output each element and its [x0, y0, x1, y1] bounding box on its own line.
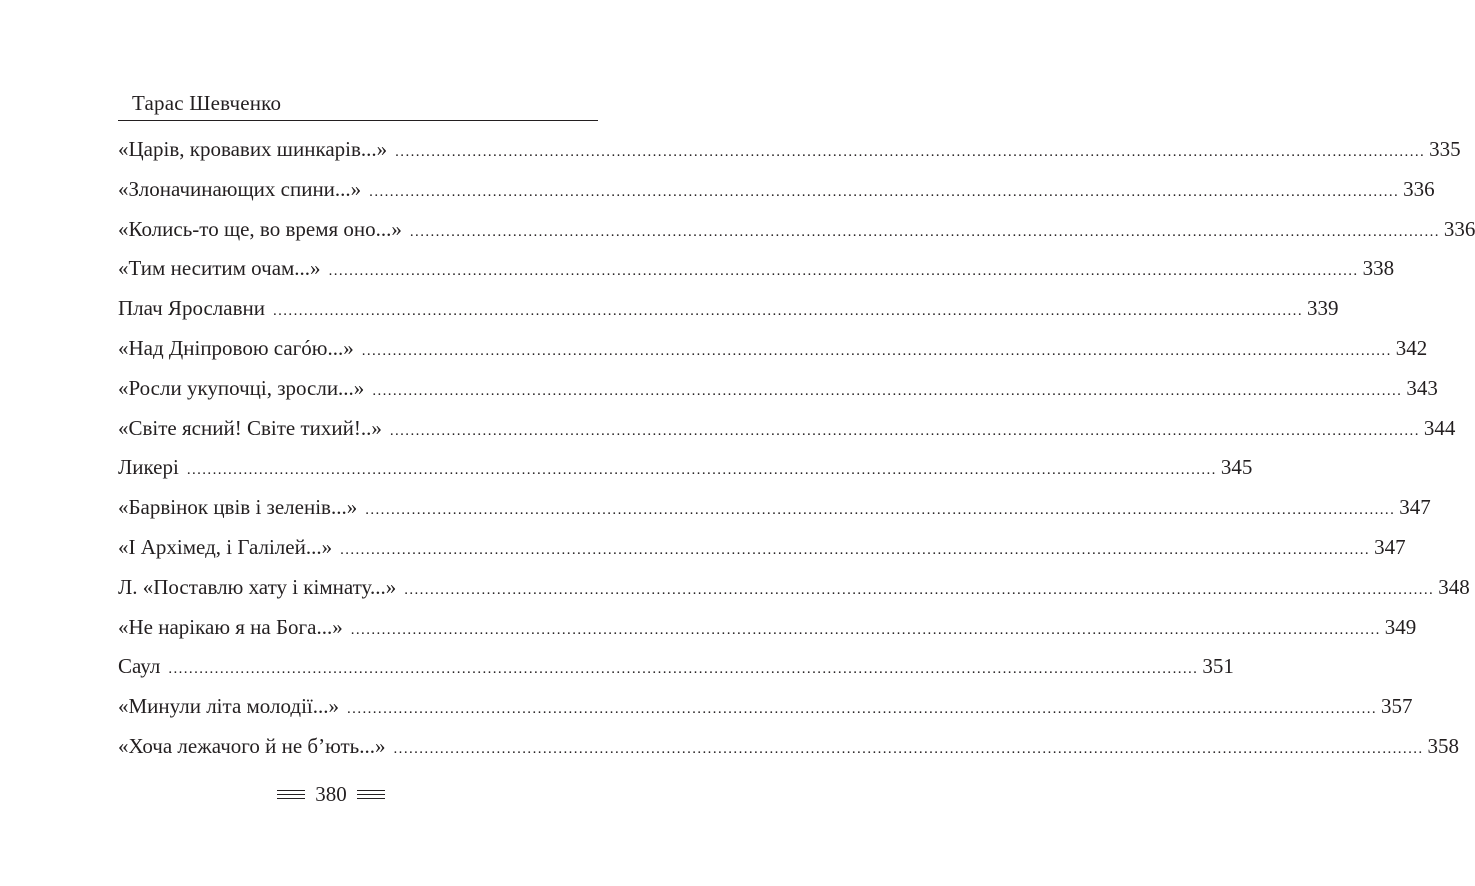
toc-entry-title: «Минули літа молодії...» — [118, 694, 340, 719]
toc-entry-page: 342 — [1395, 335, 1428, 360]
dot-leader: ........................................................................................................................................................................................................ — [350, 621, 1381, 638]
dot-leader: ........................................................................................................................................................................................................ — [340, 541, 1371, 558]
toc-entry — [118, 375, 1438, 416]
toc-entry-page: 358 — [1427, 733, 1460, 758]
page-footer — [0, 784, 662, 805]
dot-leader: ........................................................................................................................................................................................................ — [389, 422, 1420, 439]
toc-entry-title: «Злоначинающих спини...» — [118, 176, 362, 201]
toc-entry — [118, 694, 1413, 734]
toc-entry-title: «Хоча лежачого й не б’ють...» — [118, 733, 386, 758]
toc-entry-title: «Барвінок цвів і зеленів...» — [118, 495, 358, 520]
toc-entry-title: «Царів, кровавих шинкарів...» — [118, 137, 388, 161]
dot-leader: ........................................................................................................................................................................................................ — [404, 581, 1435, 598]
dot-leader: ........................................................................................................................................................................................................ — [393, 740, 1424, 757]
dot-leader: ........................................................................................................................................................................................................ — [186, 462, 1217, 479]
toc-entry-page: 335 — [1429, 137, 1461, 161]
toc-entry — [118, 415, 1456, 456]
toc-entry — [118, 733, 1460, 774]
dot-leader: ........................................................................................................................................................................................................ — [365, 502, 1396, 519]
running-header-title: Тарас Шевченко — [132, 91, 282, 115]
toc-entry-page: 336 — [1403, 176, 1435, 201]
dot-leader: ........................................................................................................................................................................................................ — [409, 223, 1440, 240]
toc-entry-page: 347 — [1374, 534, 1406, 559]
toc-entry-title: «Тим неситим очам...» — [118, 256, 321, 281]
toc-entry-title: «Не нарікаю я на Бога...» — [118, 614, 343, 639]
dot-leader: ........................................................................................................................................................................................................ — [395, 144, 1426, 160]
toc-entry-title: Плач Ярославни — [118, 296, 265, 321]
toc-entry-title: «Над Дніпровою сагóю...» — [118, 335, 354, 360]
toc-entry — [118, 495, 1431, 535]
toc-entry-page: 343 — [1406, 375, 1438, 400]
toc-entry — [118, 256, 1395, 296]
toc-entry-page: 345 — [1220, 455, 1253, 480]
folio-ornament-right — [357, 790, 385, 799]
dot-leader: ........................................................................................................................................................................................................ — [328, 263, 1359, 280]
dot-leader: ........................................................................................................................................................................................................ — [168, 661, 1199, 678]
toc-entry-title: Саул — [118, 654, 161, 679]
toc-entry-title: Л. «Поставлю хату і кімнату...» — [118, 574, 397, 599]
toc-entry — [118, 534, 1406, 575]
toc-entry-title: Ликері — [118, 455, 179, 480]
toc-entry-page: 338 — [1362, 256, 1395, 281]
toc-entry — [118, 216, 1475, 257]
toc-entry — [118, 176, 1435, 217]
folio-ornament-left — [277, 790, 305, 799]
toc-entry — [118, 296, 1339, 336]
dot-leader: ........................................................................................................................................................................................................ — [272, 303, 1303, 320]
toc-entry-page: 349 — [1384, 614, 1417, 639]
toc-entry-title: «І Архімед, і Галілей...» — [118, 534, 333, 559]
toc-entry-page: 357 — [1381, 694, 1413, 719]
toc-entry — [118, 335, 1428, 376]
toc-entry-page: 348 — [1438, 574, 1470, 599]
toc-entry — [118, 574, 1470, 615]
table-of-contents — [118, 137, 1475, 774]
running-header — [118, 90, 598, 121]
dot-leader: ........................................................................................................................................................................................................ — [372, 382, 1403, 399]
toc-entry-title: «Колись-то ще, во время оно...» — [118, 216, 402, 241]
toc-entry-page: 347 — [1399, 495, 1431, 520]
toc-entry-title: «Росли укупочці, зросли...» — [118, 375, 365, 400]
toc-entry-page: 339 — [1306, 296, 1339, 321]
toc-entry-page: 336 — [1443, 216, 1475, 241]
toc-entry — [118, 455, 1253, 495]
dot-leader: ........................................................................................................................................................................................................ — [369, 183, 1400, 200]
toc-entry — [118, 137, 1461, 177]
toc-entry-page: 344 — [1423, 415, 1456, 440]
toc-entry-page: 351 — [1202, 654, 1234, 679]
toc-entry-title: «Світе ясний! Світе тихий!..» — [118, 415, 382, 440]
dot-leader: ........................................................................................................................................................................................................ — [347, 701, 1378, 718]
toc-entry — [118, 654, 1234, 694]
dot-leader: ........................................................................................................................................................................................................ — [361, 342, 1392, 359]
toc-entry — [118, 614, 1417, 655]
page-number: 380 — [315, 782, 347, 806]
